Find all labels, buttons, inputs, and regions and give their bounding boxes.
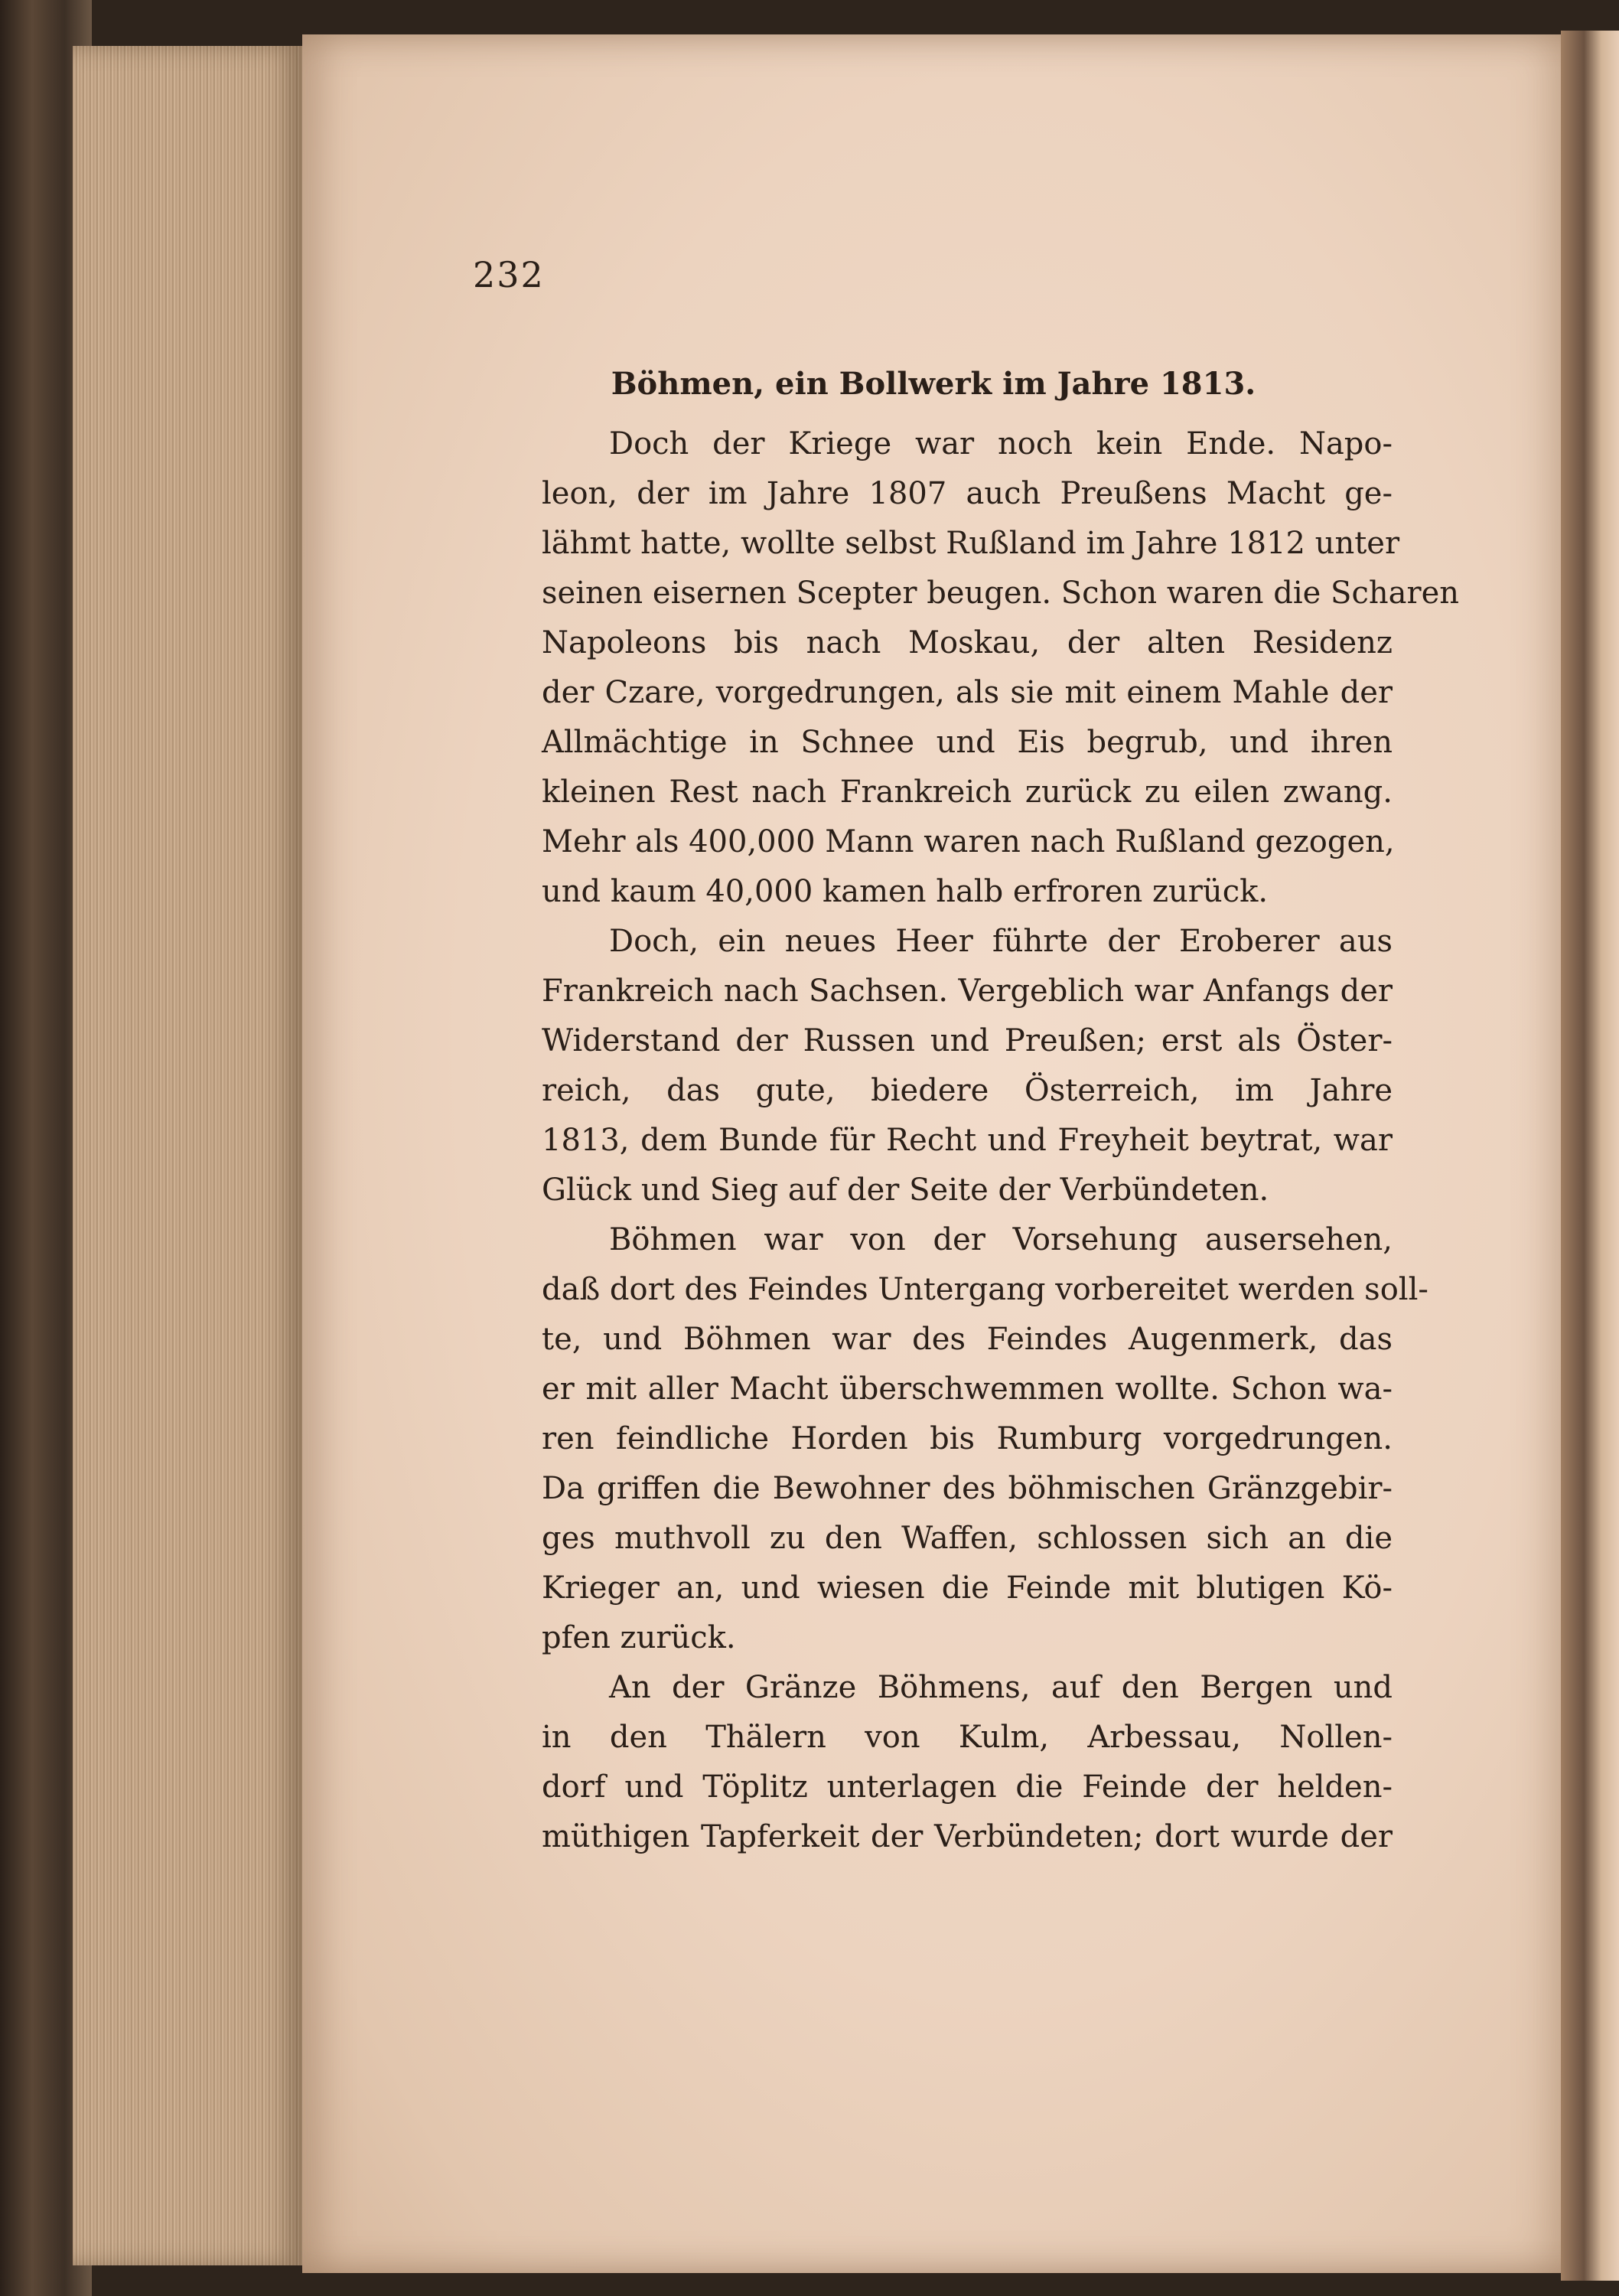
text-line: reich, das gute, biedere Österreich, im Jahre xyxy=(542,1073,1393,1108)
text-line: Krieger an, und wiesen die Feinde mit blutigen Kö- xyxy=(542,1570,1393,1606)
text-line: Napoleons bis nach Moskau, der alten Residenz xyxy=(542,625,1393,660)
text-line: Da griffen die Bewohner des böhmischen Gränzgebir- xyxy=(542,1471,1393,1506)
text-line: Mehr als 400,000 Mann waren nach Rußland gezogen, xyxy=(542,824,1395,859)
text-line: Doch, ein neues Heer führte der Eroberer aus xyxy=(609,924,1393,959)
text-line: Glück und Sieg auf der Seite der Verbündeten. xyxy=(542,1172,1269,1208)
text-line: lähmt hatte, wollte selbst Rußland im Jahre 1812 unter xyxy=(542,526,1400,561)
section-heading: Böhmen, ein Bollwerk im Jahre 1813. xyxy=(611,366,1256,402)
paragraph xyxy=(474,1215,1428,1663)
text-line: in den Thälern von Kulm, Arbessau, Nollen- xyxy=(542,1720,1393,1755)
page-number: 232 xyxy=(473,254,545,295)
text-line: leon, der im Jahre 1807 auch Preußens Macht ge- xyxy=(542,476,1393,511)
text-line: Böhmen war von der Vorsehung ausersehen, xyxy=(609,1222,1393,1257)
text-line: daß dort des Feindes Untergang vorbereitet werden soll- xyxy=(542,1272,1428,1307)
text-line: und kaum 40,000 kamen halb erfroren zurück. xyxy=(542,874,1269,909)
text-line: der Czare, vorgedrungen, als sie mit einem Mahle der xyxy=(542,675,1393,710)
page-gutter xyxy=(1561,31,1619,2281)
text-line: An der Gränze Böhmens, auf den Bergen und xyxy=(609,1670,1393,1705)
paragraph xyxy=(474,419,1460,917)
text-line: ren feindliche Horden bis Rumburg vorgedrungen. xyxy=(542,1421,1393,1456)
text-line: Widerstand der Russen und Preußen; erst als Öster- xyxy=(542,1023,1393,1058)
text-line: seinen eisernen Scepter beugen. Schon waren die Scharen xyxy=(542,576,1460,611)
text-line: er mit aller Macht überschwemmen wollte. Schon wa- xyxy=(542,1371,1393,1407)
paragraph xyxy=(474,1663,1393,1862)
text-line: ges muthvoll zu den Waffen, schlossen sich an die xyxy=(542,1521,1393,1556)
text-line: müthigen Tapferkeit der Verbündeten; dort wurde der xyxy=(542,1819,1393,1854)
text-line: Frankreich nach Sachsen. Vergeblich war Anfangs der xyxy=(542,974,1393,1009)
page-edges xyxy=(73,46,302,2265)
text-line: pfen zurück. xyxy=(542,1620,736,1655)
text-line: te, und Böhmen war des Feindes Augenmerk, das xyxy=(542,1322,1393,1357)
body-text xyxy=(474,419,1460,1862)
text-line: dorf und Töplitz unterlagen die Feinde der helden- xyxy=(542,1769,1393,1805)
paragraph xyxy=(474,917,1393,1215)
text-line: Allmächtige in Schnee und Eis begrub, und ihren xyxy=(542,725,1393,760)
text-line: Doch der Kriege war noch kein Ende. Napo- xyxy=(609,426,1393,461)
text-line: 1813, dem Bunde für Recht und Freyheit beytrat, war xyxy=(542,1123,1393,1158)
text-line: kleinen Rest nach Frankreich zurück zu eilen zwang. xyxy=(542,775,1393,810)
